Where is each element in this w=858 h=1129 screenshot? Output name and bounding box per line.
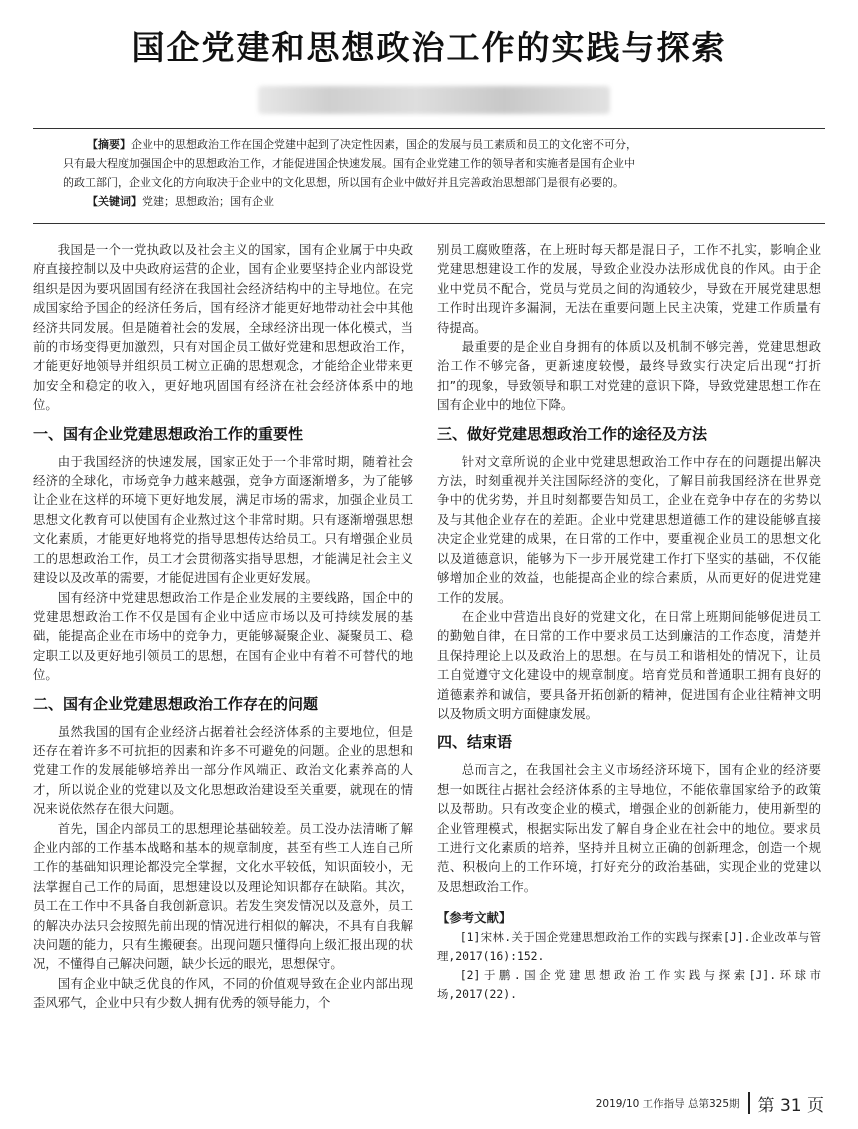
reference-1: [1]宋林.关于国企党建思想政治工作的实践与探索[J].企业改革与管理,2017(16):152. — [437, 929, 821, 963]
abstract-label: 【摘要】 — [87, 138, 131, 151]
page-number: 第 31 页 — [757, 1095, 824, 1116]
section-heading-2: 二、国有企业党建思想政治工作存在的问题 — [33, 694, 319, 713]
section-heading-3: 三、做好党建思想政治工作的途径及方法 — [437, 424, 708, 443]
right-column — [437, 240, 821, 1004]
abstract-box — [33, 128, 825, 224]
keywords-text: 党建；思想政治；国有企业 — [142, 195, 274, 208]
references-title: 【参考文献】 — [437, 910, 512, 926]
page-footer — [596, 1090, 824, 1116]
abstract-line-2: 只有最大程度加强国企中的思想政治工作，才能促进国企快速发展。国有企业党建工作的领导者和实施者是国有企业中 — [63, 157, 635, 170]
section3-paragraph-2: 在企业中营造出良好的党建文化，在日常上班期间能够促进员工的勤勉自律，在日常的工作中要求员工达到廉洁的工作态度，清楚并且保持理论上以及政治上的思想。在与员工和谐相处的情况下，让员工自觉遵守文化建设中的规章制度。培育党员和普通职工拥有良好的道德素养和诚信，要具备开拓创新的精神，促进国有企业往精神文明以及物质文明方面健康发展。 — [437, 608, 821, 721]
section2-paragraph-3: 国有企业中缺乏优良的作风，不同的价值观导致在企业内部出现歪风邪气，企业中只有少数人拥有优秀的领导能力，个 — [33, 975, 413, 1011]
author-redacted — [258, 86, 610, 114]
keywords-line — [33, 192, 825, 211]
article-title: 国企党建和思想政治工作的实践与探索 — [131, 28, 727, 67]
reference-2: [2]于鹏.国企党建思想政治工作实践与探索[J].环球市场,2017(22). — [437, 967, 821, 1001]
section4-paragraph-1: 总而言之，在我国社会主义市场经济环境下，国有企业的经济要想一如既往占据社会经济体系的主导地位，不能依靠国家给予的政策以及帮助。只有改变企业的模式，增强企业的创新能力，使用新型的企业管理模式，根据实际出发了解自身企业在社会中的地位。要求员工进行文化素质的培养，坚持并且树立正确的创新理念，创造一个规范、积极向上的工作环境，打好充分的政治基础，实现企业的党建以及思想政治工作。 — [437, 762, 821, 894]
section2-paragraph-1: 虽然我国的国有企业经济占据着社会经济体系的主要地位，但是还存在着许多不可抗拒的因素和许多不可避免的问题。企业的思想和党建工作的发展能够培养出一部分作风端正、政治文化素养高的人才，所以说企业的党建以及文化思想政治建设至关重要，就现在的情况来说依然存在很大问题。 — [33, 723, 413, 817]
abstract-line-3: 的政工部门，企业文化的方向取决于企业中的文化思想，所以国有企业中做好并且完善政治思想部门是很有必要的。 — [63, 176, 624, 189]
section2-paragraph-4: 最重要的是企业自身拥有的体质以及机制不够完善，党建思想政治工作不够完备，更新速度较慢，最终导致实行决定后出现“打折扣”的现象，导致领导和职工对党建的意识下降，导致党建思想工作在国有企业中的地位下降。 — [437, 339, 821, 413]
abstract-line-1 — [33, 135, 825, 154]
section3-paragraph-1: 针对文章所说的企业中党建思想政治工作中存在的问题提出解决方法，时刻重视并关注国际经济的变化，了解目前我国经济在世界竞争中的优劣势，并且时刻都要告知员工，企业在竞争中存在的劣势以及与其他企业存在的差距。企业中党建思想道德工作的建设能够直接决定企业党建的成果，在日常的工作中，要重视企业员工的思想文化以及道德意识，能够为下一步开展党建工作打下坚实的基础，不仅能够增加企业的效益，也能提高企业的综合素质，从而更好的促进党建工作的发展。 — [437, 453, 821, 605]
section1-paragraph-1: 由于我国经济的快速发展，国家正处于一个非常时期，随着社会经济的全球化，市场竞争力越来越强，竞争方面逐渐增多，为了能够让企业在这样的环境下更好地发展，满足市场的需求，加强企业员工思想文化教育可以使国有企业熬过这个非常时期。只有逐渐增强思想文化素质，才能更好地将党的指导思想传达给员工。只有增强企业员工的思想政治工作，员工才会贯彻落实指导思想，才能满足社会主义建设以及改革的需要，才能促进国有企业更好发展。 — [33, 453, 413, 586]
section-heading-4: 四、结束语 — [437, 733, 513, 752]
issue-info: 2019/10 工作指导 总第325期 — [595, 1097, 740, 1110]
keywords-label: 【关键词】 — [87, 195, 142, 208]
intro-paragraph: 我国是一个一党执政以及社会主义的国家，国有企业属于中央政府直接控制以及中央政府运营的企业，国有企业要坚持企业内部设党组织是因为要巩固国有经济在我国社会经济结构中的主导地位。在完成国家给予国企的经济任务后，国有经济才能更好地带动社会中其他经济共同发展。但是随着社会的发展，全球经济出现一体化模式，当前的市场变得更加激烈，只有对国企员工做好党建和思想政治工作，才能更好地领导并组织员工树立正确的思想观念，才能给企业带来更加安全和稳定的收入，更好地巩固国有经济在社会经济体系中的地位。 — [33, 242, 413, 413]
section2-paragraph-2: 首先，国企内部员工的思想理论基础较差。员工没办法清晰了解企业内部的工作基本战略和基本的规章制度，甚至有些工人连自己所工作的基础知识理论都没完全掌握，文化水平较低，知识面较小，无法掌握自己工作的局面，思想建设以及理论知识都存在缺陷。其次，员工在工作中不具备自我创新意识。若发生突发情况以及意外，员工的解决办法只会按照先前出现的情况进行相似的解决，不具有自我解决问题的能力，只有生搬硬套。出现问题只懂得向上级汇报出现的状况，不懂得自己解决问题，缺少长远的眼光，思想保守。 — [33, 820, 413, 972]
section-heading-1: 一、国有企业党建思想政治工作的重要性 — [33, 424, 304, 443]
abstract-text-1: 企业中的思想政治工作在国企党建中起到了决定性因素，国企的发展与员工素质和员工的文化密不可分， — [131, 138, 637, 151]
section1-paragraph-2: 国有经济中党建思想政治工作是企业发展的主要线路，国企中的党建思想政治工作不仅是国有企业中适应市场以及可持续发展的基础，能提高企业在市场中的竞争力，更能够凝聚企业、凝聚员工、稳定职工以及更好地引领员工的思想，在国有企业中有着不可替代的地位。 — [33, 589, 413, 683]
left-column — [33, 240, 413, 1013]
section2-paragraph-3-cont: 别员工腐败堕落，在上班时每天都是混日子，工作不扎实，影响企业党建思想建设工作的发展，导致企业没办法形成优良的作风。由于企业中党员不配合，党员与党员之间的沟通较少，导致在开展党建思想工作时出现许多漏洞，无法在重要问题上民主决策，党建工作质量有待提高。 — [437, 242, 821, 335]
footer-divider — [748, 1092, 750, 1114]
